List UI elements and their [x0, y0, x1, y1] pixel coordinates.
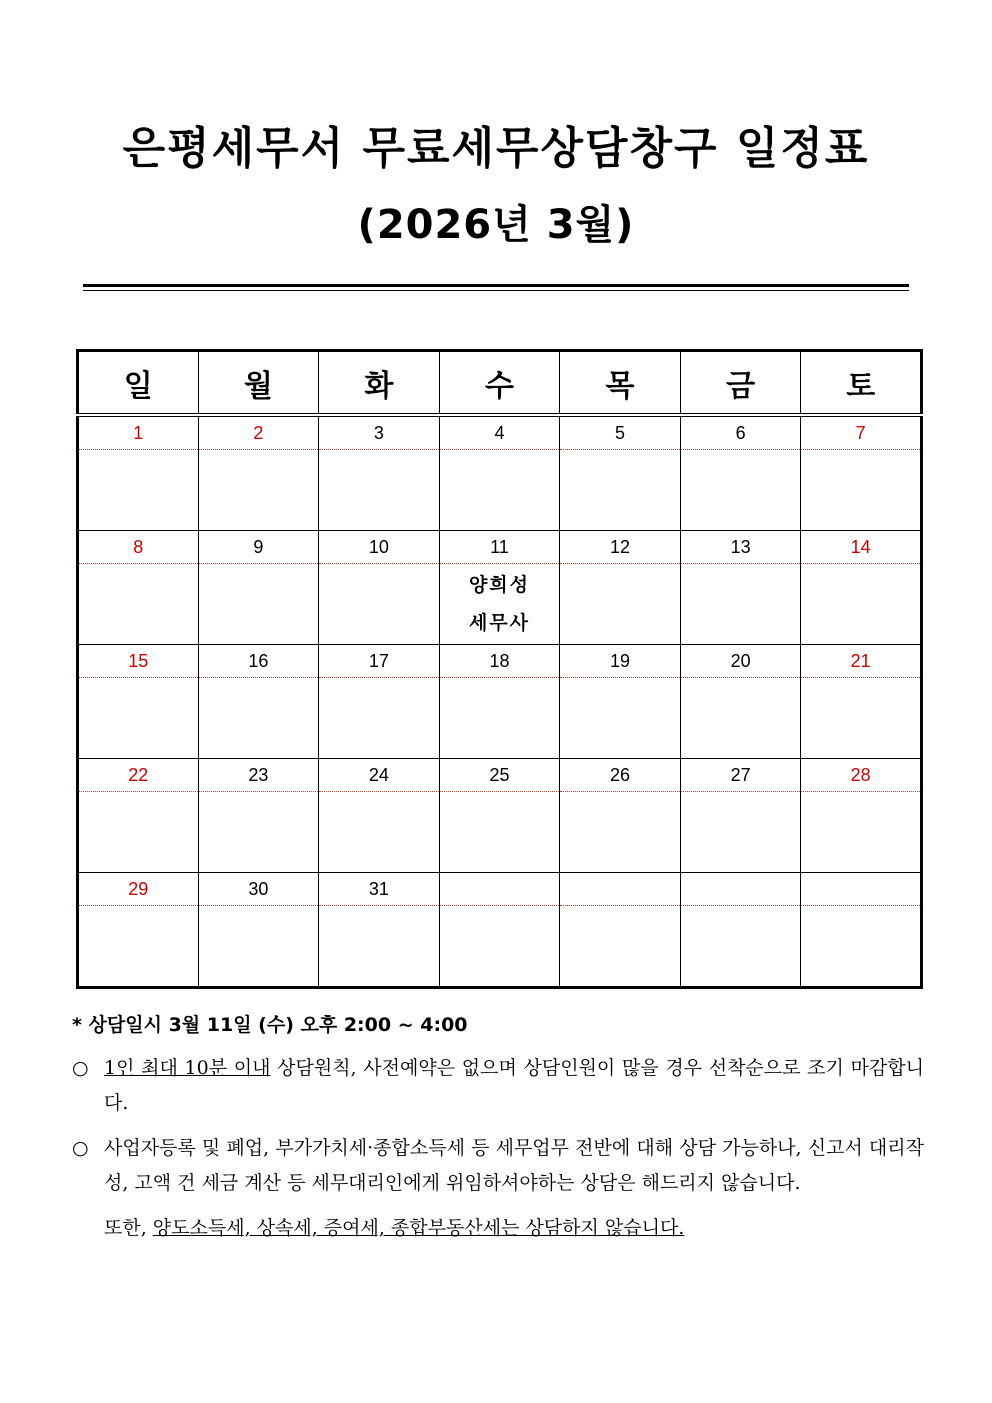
date-cell [680, 873, 801, 906]
calendar-table [76, 349, 923, 989]
day-content [560, 450, 681, 531]
date-cell: 2 [198, 415, 319, 450]
weekday-thu: 목 [560, 351, 681, 416]
day-content [198, 678, 319, 759]
title-divider [83, 284, 909, 287]
note-item-1-text: 상담원칙, 사전예약은 없으며 상담인원이 많을 경우 선착순으로 조기 마감합니다. [104, 1057, 924, 1114]
day-content [439, 450, 560, 531]
note-item-3-emphasis: 양도소득세, 상속세, 증여세, 종합부동산세는 상담하지 않습니다. [152, 1217, 685, 1239]
day-content [680, 564, 801, 645]
note-item-1-emphasis: 1인 최대 10분 이내 [104, 1057, 271, 1079]
week-row [78, 415, 922, 450]
day-content [198, 450, 319, 531]
date-cell: 1 [78, 415, 199, 450]
week-row [78, 873, 922, 906]
weekday-wed: 수 [439, 351, 560, 416]
day-content [78, 450, 199, 531]
page-title: 은평세무서 무료세무상담창구 일정표 [122, 123, 870, 174]
date-cell: 31 [319, 873, 440, 906]
note-item-3 [72, 1211, 924, 1246]
date-cell: 8 [78, 531, 199, 564]
date-cell: 23 [198, 759, 319, 792]
day-content [560, 678, 681, 759]
day-content [319, 906, 440, 988]
day-content [801, 792, 922, 873]
date-cell: 28 [801, 759, 922, 792]
date-cell: 22 [78, 759, 199, 792]
date-cell: 5 [560, 415, 681, 450]
day-content [801, 906, 922, 988]
day-content [680, 792, 801, 873]
date-cell: 21 [801, 645, 922, 678]
week-row [78, 759, 922, 792]
date-cell: 27 [680, 759, 801, 792]
circle-bullet-icon: ○ [72, 1137, 89, 1159]
date-cell [801, 873, 922, 906]
week-content-row [78, 564, 922, 645]
weekday-mon: 월 [198, 351, 319, 416]
date-cell: 14 [801, 531, 922, 564]
date-cell: 20 [680, 645, 801, 678]
day-content [319, 564, 440, 645]
date-cell: 29 [78, 873, 199, 906]
date-cell [560, 873, 681, 906]
week-content-row [78, 450, 922, 531]
date-cell: 24 [319, 759, 440, 792]
day-content [560, 906, 681, 988]
day-content [78, 906, 199, 988]
day-content [319, 450, 440, 531]
weekday-fri: 금 [680, 351, 801, 416]
date-cell: 17 [319, 645, 440, 678]
date-cell: 12 [560, 531, 681, 564]
page-subtitle: (2026년 3월) [357, 202, 635, 248]
day-content [801, 450, 922, 531]
note-item-2 [72, 1131, 924, 1201]
circle-bullet-icon: ○ [72, 1057, 89, 1079]
schedule-time: * 상담일시 3월 11일 (수) 오후 2:00 ~ 4:00 [72, 1014, 468, 1036]
date-cell: 13 [680, 531, 801, 564]
note-item-1 [72, 1051, 924, 1121]
date-cell: 25 [439, 759, 560, 792]
date-cell: 15 [78, 645, 199, 678]
week-content-row [78, 792, 922, 873]
appointment-cell [439, 564, 560, 645]
date-cell: 30 [198, 873, 319, 906]
date-cell: 3 [319, 415, 440, 450]
day-content [439, 906, 560, 988]
date-cell [439, 873, 560, 906]
week-row [78, 645, 922, 678]
week-row [78, 531, 922, 564]
weekday-header-row [78, 351, 922, 416]
day-content [198, 906, 319, 988]
day-content [439, 792, 560, 873]
day-content [78, 792, 199, 873]
day-content [319, 792, 440, 873]
note-item-2-text: 사업자등록 및 폐업, 부가가치세·종합소득세 등 세무업무 전반에 대해 상담 가능하나, 신고서 대리작성, 고액 건 세금 계산 등 세무대리인에게 위임하셔야하는 상담은 해드리지 않습니다. [104, 1137, 924, 1194]
day-content [801, 678, 922, 759]
weekday-sat: 토 [801, 351, 922, 416]
date-cell: 10 [319, 531, 440, 564]
day-content [198, 564, 319, 645]
date-cell: 7 [801, 415, 922, 450]
day-content [198, 792, 319, 873]
day-content [680, 450, 801, 531]
day-content [680, 906, 801, 988]
date-cell: 11 [439, 531, 560, 564]
day-content [680, 678, 801, 759]
day-content [319, 678, 440, 759]
date-cell: 16 [198, 645, 319, 678]
day-content [560, 564, 681, 645]
date-cell: 4 [439, 415, 560, 450]
date-cell: 18 [439, 645, 560, 678]
consultant-title: 세무사 [468, 612, 530, 634]
weekday-sun: 일 [78, 351, 199, 416]
date-cell: 6 [680, 415, 801, 450]
day-content [801, 564, 922, 645]
notes-section [72, 1010, 924, 1246]
day-content [560, 792, 681, 873]
date-cell: 26 [560, 759, 681, 792]
day-content [78, 678, 199, 759]
title-divider-thin [83, 290, 909, 291]
day-content [78, 564, 199, 645]
date-cell: 9 [198, 531, 319, 564]
date-cell: 19 [560, 645, 681, 678]
weekday-tue: 화 [319, 351, 440, 416]
week-content-row [78, 678, 922, 759]
day-content [439, 678, 560, 759]
consultant-name: 양희성 [468, 574, 530, 596]
week-content-row [78, 906, 922, 988]
note-item-3-prefix: 또한, [104, 1217, 153, 1239]
